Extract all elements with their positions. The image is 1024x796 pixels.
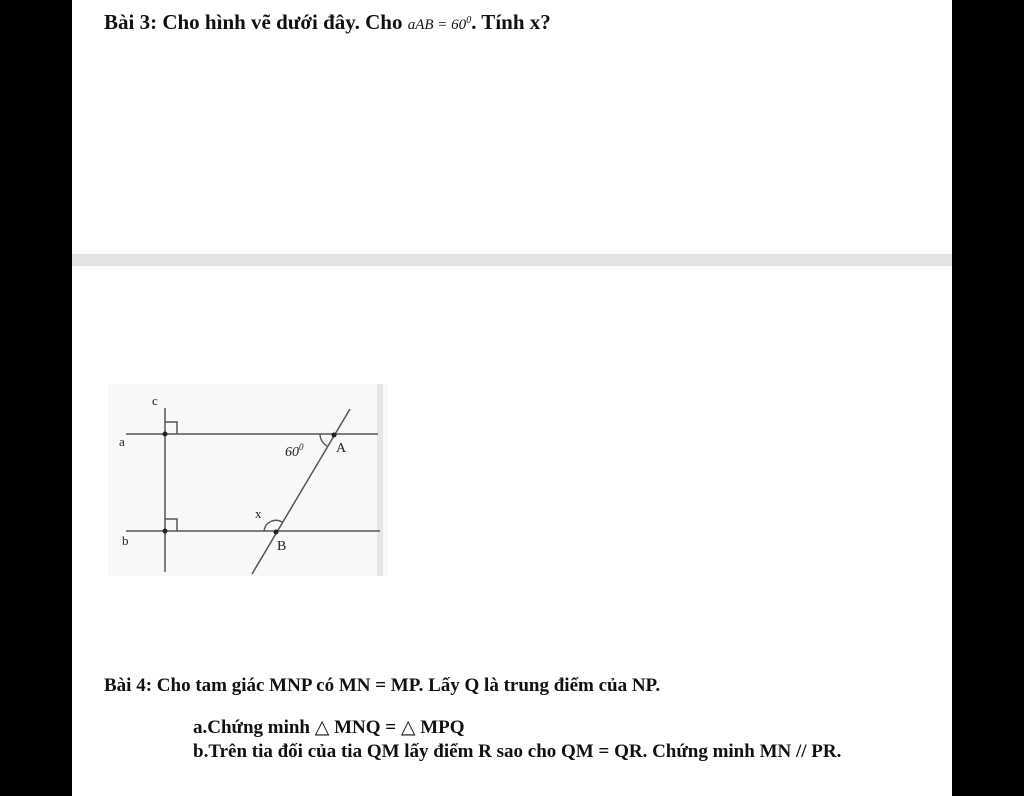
point-a-c <box>163 432 168 437</box>
problem-3-text: Bài 3: Cho hình vẽ dưới đây. Cho <box>104 10 408 34</box>
point-b-c <box>163 529 168 534</box>
problem-4-part-b: b.Trên tia đối của tia QM lấy điểm R sao cho QM = QR. Chứng minh MN // PR. <box>193 741 842 762</box>
point-B <box>274 530 279 535</box>
label-b: b <box>122 533 129 548</box>
label-c: c <box>152 393 158 408</box>
label-x: x <box>255 506 262 521</box>
label-A: A <box>336 441 347 456</box>
problem-3-question: . Tính x? <box>471 10 551 34</box>
geometry-figure <box>108 384 388 576</box>
figure-background <box>108 384 388 576</box>
problem-3-statement <box>104 10 551 35</box>
problem-4-part-a: a.Chứng minh △ MNQ = △ MPQ <box>193 717 465 738</box>
label-a: a <box>119 434 125 449</box>
angle-expression: aAB = $60^0$ <box>407 15 472 33</box>
problem-4-statement: Bài 4: Cho tam giác MNP có MN = MP. Lấy Q là trung điểm của NP. <box>104 675 661 696</box>
point-A <box>332 433 337 438</box>
page-divider <box>72 254 952 266</box>
label-B: B <box>277 539 287 554</box>
figure-svg <box>108 384 388 576</box>
label-60-degrees: $60^0$ <box>285 442 304 460</box>
